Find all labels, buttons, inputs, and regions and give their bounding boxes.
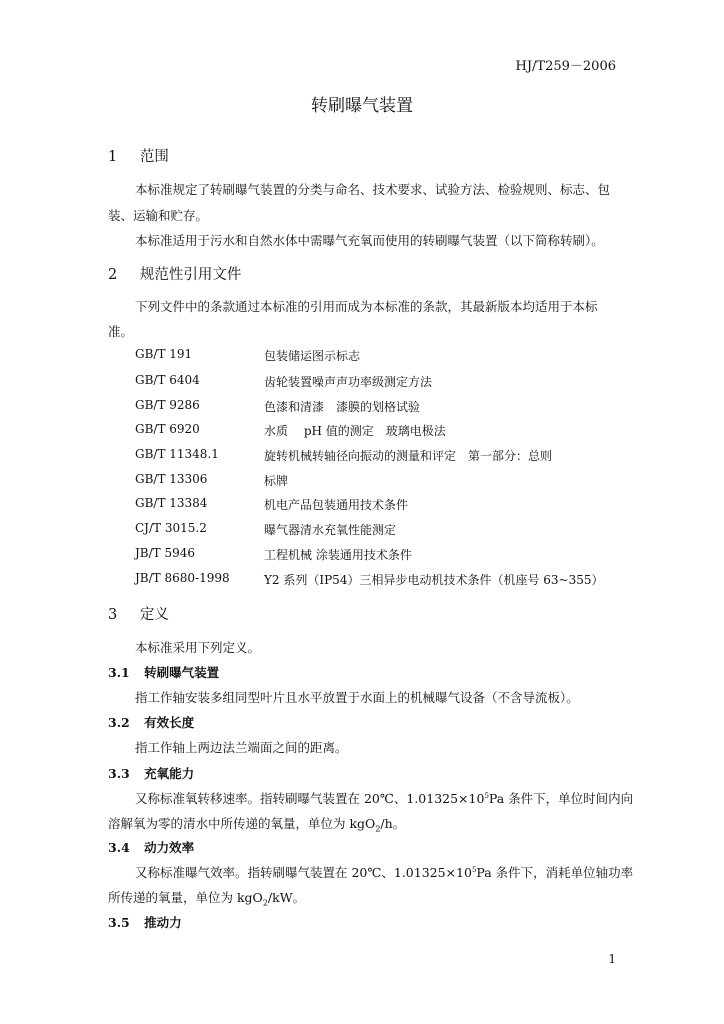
scope-applicability: 本标准适用于污水和自然水体中需曝气充氧而使用的转刷曝气装置（以下简称转刷）。 (135, 233, 604, 248)
ref-code: JB/T 8680-1998 (135, 571, 230, 585)
superscript: 5 (484, 791, 489, 800)
ref-name: 工程机械 涂装通用技术条件 (264, 548, 412, 562)
ref-name: 包装储运图示标志 (264, 349, 361, 363)
ref-name: 水质 pH 值的测定 玻璃电极法 (264, 424, 446, 438)
subsection-3-2-heading (108, 713, 194, 731)
section-title: 定义 (139, 607, 169, 623)
text-fragment: 所传递的氧量，单位为 kgO (108, 890, 263, 905)
subscript: 2 (262, 898, 268, 908)
subsection-number: 3.1 (108, 665, 130, 680)
subsection-title: 有效长度 (144, 715, 195, 730)
subsection-3-4-heading (108, 838, 194, 856)
text-fragment: Pa 条件下，单位时间内向 (488, 791, 634, 806)
subsection-number: 3.3 (108, 766, 130, 781)
refs-intro-line: 下列文件中的条款通过本标准的引用而成为本标准的条款，其最新版本均适用于本标 (135, 299, 598, 314)
text-fragment: 溶解氧为零的清水中所传递的氧量，单位为 kgO (108, 816, 376, 831)
subsection-number: 3.2 (108, 715, 130, 730)
ref-name: 机电产品包装通用技术条件 (264, 498, 409, 512)
ref-name: 齿轮装置噪声声功率级测定方法 (264, 375, 433, 389)
ref-code: GB/T 11348.1 (135, 447, 219, 461)
ref-code: GB/T 9286 (135, 398, 200, 412)
ref-code: JB/T 5946 (135, 546, 196, 560)
ref-code: GB/T 13384 (135, 496, 208, 510)
section-1-heading (108, 145, 169, 166)
text-fragment: 又称标准氧转移速率。指转刷曝气装置在 20℃、1.01325×10 (135, 791, 485, 806)
definition-text-line (108, 888, 305, 908)
ref-name: 曝气器清水充氧性能测定 (264, 523, 397, 537)
subscript: 2 (375, 824, 381, 834)
section-number: 1 (108, 149, 118, 165)
definition-text: 指工作轴安装多组同型叶片且水平放置于水面上的机械曝气设备（不含导流板）。 (135, 690, 579, 705)
page-title: 转刷曝气装置 (311, 96, 413, 116)
ref-name: Y2 系列（IP54）三相异步电动机技术条件（机座号 63~355） (264, 573, 604, 587)
standard-code: HJ/T259－2006 (515, 59, 616, 74)
scope-paragraph-line: 本标准规定了转刷曝气装置的分类与命名、技术要求、试验方法、检验规则、标志、包 (135, 182, 611, 197)
subsection-title: 推动力 (144, 915, 182, 930)
section-3-heading (108, 603, 169, 624)
ref-code: GB/T 6404 (135, 373, 200, 387)
ref-code: GB/T 13306 (135, 472, 208, 486)
subsection-title: 转刷曝气装置 (144, 665, 220, 680)
ref-code: GB/T 6920 (135, 422, 200, 436)
ref-name: 旋转机械转轴径向振动的测量和评定 第一部分：总则 (264, 449, 553, 463)
subsection-number: 3.5 (108, 915, 130, 930)
section-number: 3 (108, 607, 118, 623)
definition-text: 指工作轴上两边法兰端面之间的距离。 (135, 740, 348, 755)
page-number: 1 (608, 952, 616, 966)
definition-text-line (135, 863, 633, 881)
subsection-3-1-heading (108, 663, 219, 681)
ref-name: 色漆和清漆 漆膜的划格试验 (264, 400, 421, 414)
definition-text-line (135, 789, 633, 807)
subsection-number: 3.4 (108, 840, 130, 855)
ref-name: 标牌 (264, 474, 289, 488)
text-fragment: /h。 (380, 816, 406, 831)
ref-code: CJ/T 3015.2 (135, 521, 207, 535)
text-fragment: 又称标准曝气效率。指转刷曝气装置在 20℃、1.01325×10 (135, 865, 472, 880)
text-fragment: /kW。 (267, 890, 306, 905)
superscript: 5 (471, 865, 477, 874)
definition-text-line (108, 814, 405, 834)
defs-intro: 本标准采用下列定义。 (135, 640, 261, 655)
subsection-title: 动力效率 (144, 840, 195, 855)
text-fragment: Pa 条件下，消耗单位轴功率 (476, 865, 634, 880)
scope-paragraph-line: 装、运输和贮存。 (108, 208, 209, 223)
refs-intro-line: 准。 (108, 324, 134, 339)
subsection-3-3-heading (108, 764, 194, 782)
section-2-heading (108, 263, 241, 284)
subsection-title: 充氧能力 (144, 766, 195, 781)
ref-code: GB/T 191 (135, 347, 193, 361)
subsection-3-5-heading (108, 913, 182, 931)
section-number: 2 (108, 267, 118, 283)
section-title: 规范性引用文件 (139, 267, 242, 283)
section-title: 范围 (139, 149, 169, 165)
